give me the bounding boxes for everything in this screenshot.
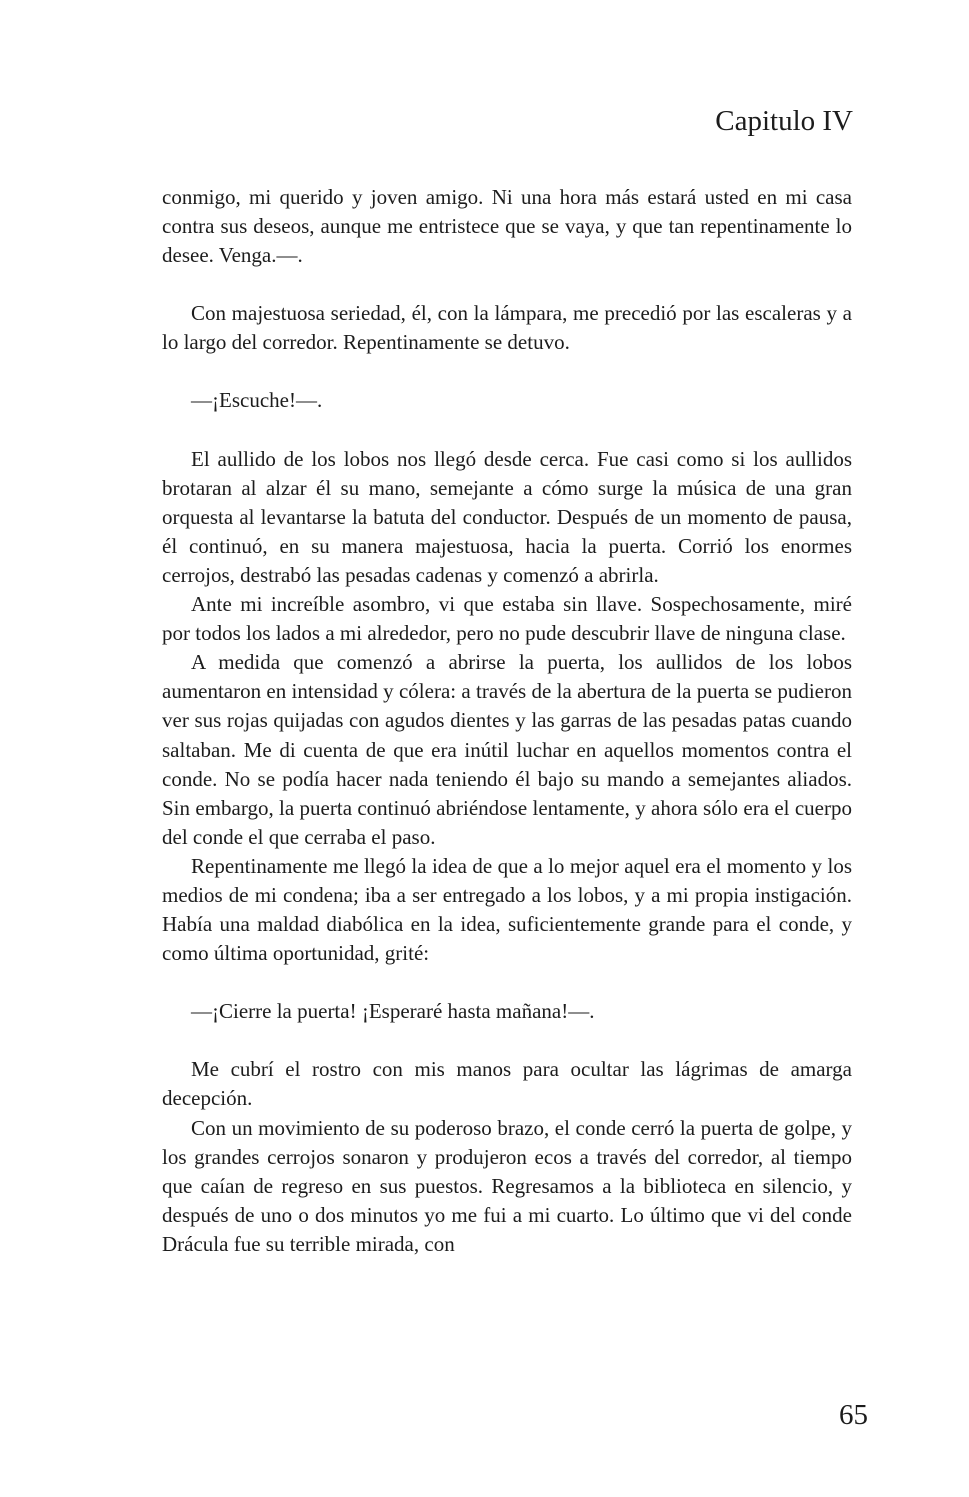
paragraph-gap — [162, 416, 852, 445]
paragraph: El aullido de los lobos nos llegó desde cerca. Fue casi como si los aullidos brotaran al alzar él su mano, semejante a cómo surge la música de una gran orquesta al levantarse la batuta del conductor. Después de un momento de pausa, él continuó, en su manera majestuosa, hacia la puerta. Corrió los enormes cerrojos, destrabó las pesadas cadenas y comenzó a abrirla. — [162, 446, 852, 587]
paragraph: Ante mi increíble asombro, vi que estaba sin llave. Sospechosamente, miré por todos los lados a mi alrededor, pero no pude descubrir llave de ninguna clase. — [162, 592, 852, 646]
paragraph-gap — [162, 270, 852, 299]
dialogue-line: —¡Escuche!—. — [191, 388, 323, 413]
paragraph-continuation: conmigo, mi querido y joven amigo. Ni una hora más estará usted en mi casa contra sus deseos, aunque me entristece que se vaya, y que tan repentinamente lo desee. Venga.—. — [162, 185, 852, 268]
paragraph: Repentinamente me llegó la idea de que a lo mejor aquel era el momento y los medios de mi condena; iba a ser entregado a los lobos, y a mi propia instigación. Había una maldad diabólica en la idea, suficientemente grande para el conde, y como última oportunidad, grité: — [162, 853, 852, 966]
paragraph: Con majestuosa seriedad, él, con la lámpara, me precedió por las escaleras y a lo largo del corredor. Repentinamente se detuvo. — [162, 301, 852, 355]
paragraph: Me cubrí el rostro con mis manos para ocultar las lágrimas de amarga decepción. — [162, 1057, 852, 1111]
paragraph-gap — [162, 357, 852, 386]
paragraph-gap — [162, 968, 852, 997]
dialogue-line: —¡Cierre la puerta! ¡Esperaré hasta mañana!—. — [191, 999, 595, 1024]
paragraph: Con un movimiento de su poderoso brazo, el conde cerró la puerta de golpe, y los grandes cerrojos sonaron y produjeron ecos a través del corredor, al tiempo que caían de regreso en sus puestos. Regresamos a la biblioteca en silencio, y después de uno o dos minutos yo me fui a mi cuarto. Lo último que vi del conde Drácula fue su terrible mirada, con — [162, 1115, 852, 1256]
chapter-header: Capitulo IV — [715, 105, 853, 137]
body-text — [162, 183, 852, 1259]
page-number: 65 — [839, 1399, 868, 1431]
paragraph-gap — [162, 1026, 852, 1055]
paragraph: A medida que comenzó a abrirse la puerta, los aullidos de los lobos aumentaron en intensidad y cólera: a través de la abertura de la puerta se pudieron ver sus rojas quijadas con agudos dientes y las garras de las pesadas patas cuando saltaban. Me di cuenta de que era inútil luchar en aquellos momentos contra el conde. No se podía hacer nada teniendo él bajo su mando a semejantes aliados. Sin embargo, la puerta continuó abriéndose lentamente, y ahora sólo era el cuerpo del conde el que cerraba el paso. — [162, 650, 852, 849]
